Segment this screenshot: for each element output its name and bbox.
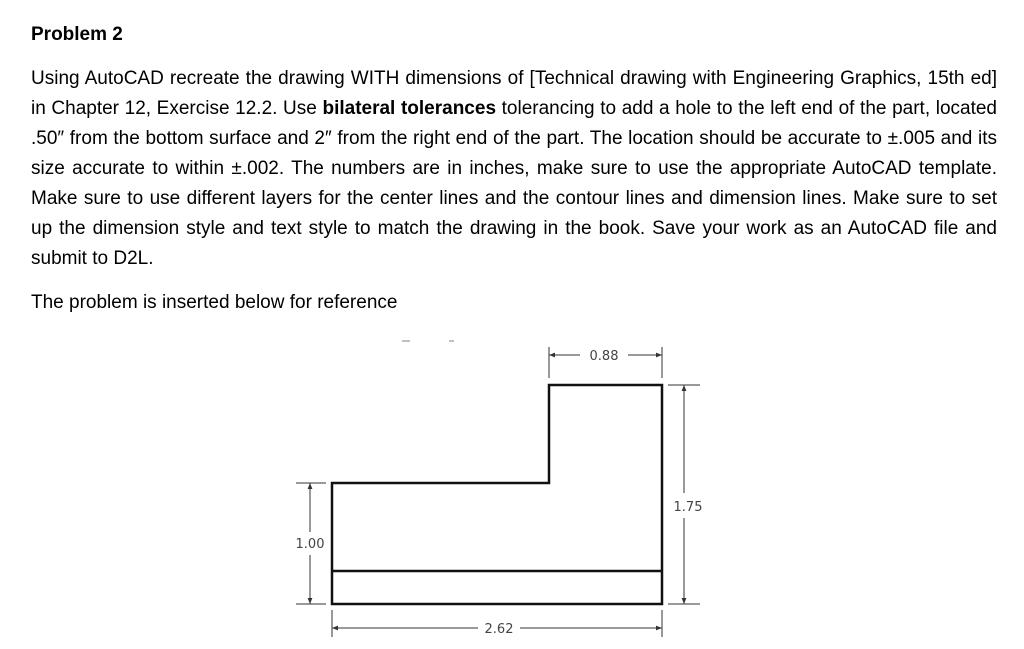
dimension-label-left: 1.00 [295, 537, 325, 552]
reference-note: The problem is inserted below for reference [31, 292, 398, 313]
description-part-2: tolerancing to add a hole to the left end of the part, located .50″ from the bottom surface and 2″ from the right end of the part. The location should be accurate to ±.005 and its size accurate to within ±.002. The numbers are in inches, make sure to use the appropriate AutoCAD template. Make sure to use different layers for the center lines and the contour lines and dimension lines. Make sure to set up the dimension style and text style to match the drawing in the book. Save your work as an AutoCAD file and submit to D2L. [31, 98, 997, 269]
dimension-label-bottom: 2.62 [484, 622, 514, 637]
description-bold-term: bilateral tolerances [322, 98, 497, 119]
problem-title: Problem 2 [31, 24, 123, 45]
dimension-right-height [668, 385, 702, 604]
dimension-label-right: 1.75 [673, 500, 703, 515]
dimension-bottom-width [332, 610, 662, 637]
dimension-label-top: 0.88 [589, 349, 619, 364]
dimension-left-height [296, 483, 326, 604]
description-part-1: Using AutoCAD recreate the drawing WITH dimensions of [Technical drawing with Engineering Graphics, 15th ed] in Chapter 12, Exercise 12.2. Use [31, 68, 997, 119]
dimension-top-width [549, 347, 662, 378]
